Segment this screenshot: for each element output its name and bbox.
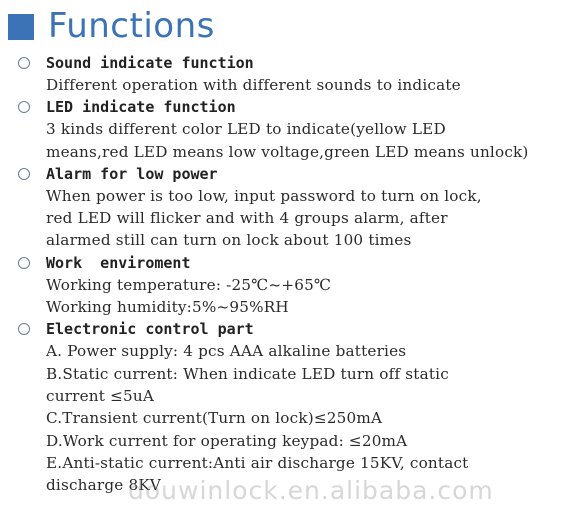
section-line: alarmed still can turn on lock about 100 times bbox=[46, 231, 412, 250]
section-sound bbox=[0, 52, 561, 96]
circle-bullet-icon bbox=[18, 168, 30, 180]
section-line: C.Transient current(Turn on lock)≤250mA bbox=[46, 409, 383, 428]
circle-bullet-icon bbox=[18, 101, 30, 113]
section-electronic-control bbox=[0, 318, 561, 496]
section-line: A. Power supply: 4 pcs AAA alkaline batteries bbox=[46, 342, 407, 361]
circle-bullet-icon bbox=[18, 257, 30, 269]
section-title: Sound indicate function bbox=[46, 54, 254, 72]
section-title: LED indicate function bbox=[46, 98, 236, 117]
section-title: Alarm for low power bbox=[46, 164, 218, 183]
section-title: Electronic control part bbox=[46, 320, 254, 339]
watermark: douwinlock.en.alibaba.com bbox=[128, 476, 494, 505]
page-title: Functions bbox=[48, 6, 215, 46]
section-alarm bbox=[0, 163, 561, 252]
header-square-icon bbox=[8, 14, 34, 40]
section-line: Different operation with different sounds to indicate bbox=[46, 76, 461, 94]
section-title: Work enviroment bbox=[46, 253, 191, 272]
section-line: means,red LED means low voltage,green LED means unlock) bbox=[46, 142, 529, 161]
section-line: When power is too low, input password to turn on lock, bbox=[46, 186, 482, 205]
section-line: Working humidity:5%~95%RH bbox=[46, 298, 289, 317]
section-led bbox=[0, 96, 561, 163]
section-line: D.Work current for operating keypad: ≤20mA bbox=[46, 431, 408, 450]
section-environment bbox=[0, 252, 561, 319]
section-line: E.Anti-static current:Anti air discharge 15KV, contact bbox=[46, 453, 469, 472]
section-line: red LED will flicker and with 4 groups alarm, after bbox=[46, 209, 448, 228]
circle-bullet-icon bbox=[18, 323, 30, 335]
functions-list bbox=[0, 52, 561, 496]
circle-bullet-icon bbox=[18, 57, 30, 69]
section-line: discharge 8KV bbox=[46, 476, 162, 495]
section-line: 3 kinds different color LED to indicate(yellow LED bbox=[46, 120, 446, 139]
section-line: B.Static current: When indicate LED turn off static bbox=[46, 364, 449, 383]
section-line: Working temperature: -25℃~+65℃ bbox=[46, 275, 332, 294]
section-line: current ≤5uA bbox=[46, 386, 155, 405]
